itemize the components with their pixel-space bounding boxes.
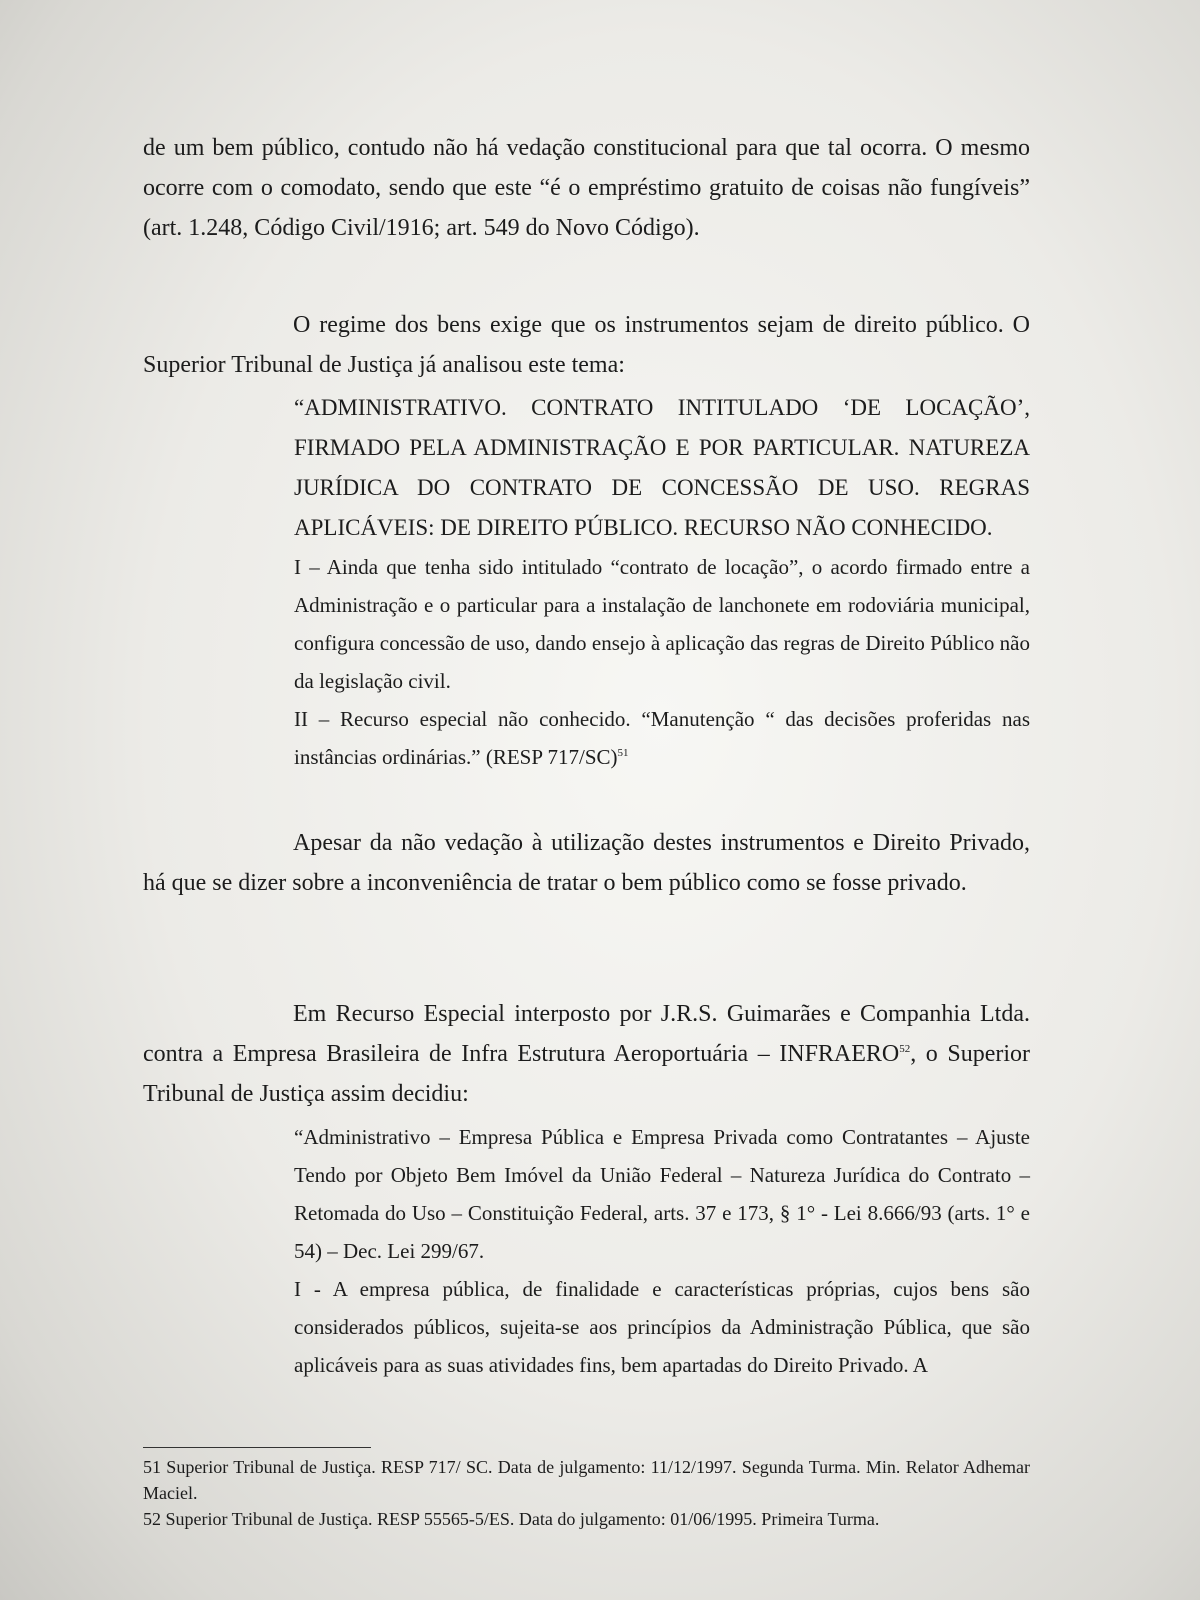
quote-block-1 [294, 388, 1030, 776]
footnote-51: 51 Superior Tribunal de Justiça. RESP 717/ SC. Data de julgamento: 11/12/1997. Segunda Turma. Min. Relator Adhemar Maciel. [143, 1457, 1030, 1503]
paragraph-1 [143, 128, 1030, 248]
quote-block-2 [294, 1118, 1030, 1384]
quote-1-item-2-text: II – Recurso especial não conhecido. “Manutenção “ das decisões proferidas nas instâncias ordinárias.” (RESP 717/SC) [294, 707, 1030, 769]
footnote-52: 52 Superior Tribunal de Justiça. RESP 55565-5/ES. Data do julgamento: 01/06/1995. Primeira Turma. [143, 1509, 880, 1529]
paragraph-4-tail: , o Superior Tribunal de Justiça assim decidiu: [143, 1041, 1030, 1107]
footnote-ref-52: 52 [899, 1043, 911, 1055]
quote-1-item-2 [294, 700, 1030, 776]
paragraph-3-text: Apesar da não vedação à utilização destes instrumentos e Direito Privado, há que se dizer sobre a inconveniência de tratar o bem público como se fosse privado. [143, 830, 1030, 896]
paragraph-1-text: de um bem público, contudo não há vedação constitucional para que tal ocorra. O mesmo ocorre com o comodato, sendo que este “é o empréstimo gratuito de coisas não fungíveis” (art. 1.248, Código Civil/1916; art. 549 do Novo Código). [143, 135, 1030, 241]
footnote-separator [143, 1447, 371, 1448]
paragraph-4-text: Em Recurso Especial interposto por J.R.S. Guimarães e Companhia Ltda. contra a Empresa Brasileira de Infra Estrutura Aeroportuária – INFRAERO [143, 1001, 1030, 1067]
quote-1-heading: “ADMINISTRATIVO. CONTRATO INTITULADO ‘DE LOCAÇÃO’, FIRMADO PELA ADMINISTRAÇÃO E POR PARTICULAR. NATUREZA JURÍDICA DO CONTRATO DE CONCESSÃO DE USO. REGRAS APLICÁVEIS: DE DIREITO PÚBLICO. RECURSO NÃO CONHECIDO. [294, 395, 1030, 540]
paragraph-2 [143, 305, 1030, 385]
quote-1-item-1: I – Ainda que tenha sido intitulado “contrato de locação”, o acordo firmado entre a Administração e o particular para a instalação de lanchonete em rodoviária municipal, configura concessão de uso, dando ensejo à aplicação das regras de Direito Público não da legislação civil. [294, 555, 1030, 693]
footnotes [143, 1454, 1030, 1532]
paragraph-3 [143, 823, 1030, 903]
quote-2-heading: “Administrativo – Empresa Pública e Empresa Privada como Contratantes – Ajuste Tendo por Objeto Bem Imóvel da União Federal – Natureza Jurídica do Contrato – Retomada do Uso – Constituição Federal, arts. 37 e 173, § 1° - Lei 8.666/93 (arts. 1° e 54) – Dec. Lei 299/67. [294, 1125, 1030, 1263]
footnote-ref-51: 51 [617, 747, 629, 759]
quote-2-item-1: I - A empresa pública, de finalidade e características próprias, cujos bens são considerados públicos, sujeita-se aos princípios da Administração Pública, que são aplicáveis para as suas atividades fins, bem apartadas do Direito Privado. A [294, 1277, 1030, 1377]
paragraph-2-text: O regime dos bens exige que os instrumentos sejam de direito público. O Superior Tribunal de Justiça já analisou este tema: [143, 312, 1030, 378]
paragraph-4 [143, 994, 1030, 1114]
